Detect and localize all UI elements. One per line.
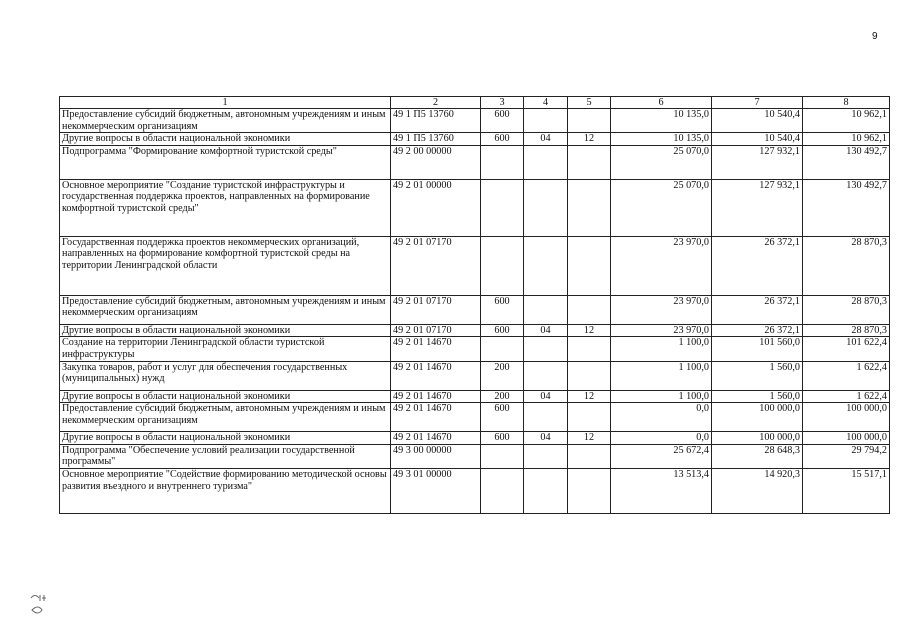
- row-type-cell: 600: [481, 133, 524, 146]
- row-value-cell: 130 492,7: [803, 179, 890, 236]
- row-subsection-cell: 12: [568, 432, 611, 445]
- row-value-cell: 1 560,0: [712, 361, 803, 390]
- row-value-cell: 26 372,1: [712, 295, 803, 324]
- table-row: [60, 145, 890, 179]
- row-value-cell: 10 135,0: [611, 133, 712, 146]
- row-section-cell: [524, 295, 568, 324]
- row-section-cell: 04: [524, 390, 568, 403]
- table-row: [60, 337, 890, 361]
- row-code-cell: 49 2 01 14670: [391, 337, 481, 361]
- row-name-cell: Государственная поддержка проектов некоммерческих организаций, направленных на формирование комфортной туристской среды на территории Ленинградской области: [60, 236, 391, 295]
- row-value-cell: 25 070,0: [611, 145, 712, 179]
- row-type-cell: 600: [481, 432, 524, 445]
- row-section-cell: [524, 444, 568, 468]
- row-code-cell: 49 2 01 07170: [391, 236, 481, 295]
- table-row: [60, 468, 890, 513]
- row-value-cell: 23 970,0: [611, 236, 712, 295]
- row-name-cell: Основное мероприятие "Содействие формированию методической основы развития въездного и внутреннего туризма": [60, 468, 391, 513]
- row-subsection-cell: [568, 295, 611, 324]
- row-type-cell: 600: [481, 295, 524, 324]
- table-row: [60, 179, 890, 236]
- row-name-cell: Подпрограмма "Обеспечение условий реализации государственной программы": [60, 444, 391, 468]
- row-type-cell: 200: [481, 390, 524, 403]
- column-header: 8: [803, 97, 890, 109]
- row-value-cell: 1 622,4: [803, 390, 890, 403]
- row-type-cell: 200: [481, 361, 524, 390]
- row-subsection-cell: [568, 236, 611, 295]
- row-section-cell: 04: [524, 133, 568, 146]
- row-subsection-cell: [568, 361, 611, 390]
- row-value-cell: 100 000,0: [712, 403, 803, 432]
- row-value-cell: 127 932,1: [712, 145, 803, 179]
- row-value-cell: 15 517,1: [803, 468, 890, 513]
- row-value-cell: 127 932,1: [712, 179, 803, 236]
- row-section-cell: [524, 236, 568, 295]
- column-header: 2: [391, 97, 481, 109]
- row-value-cell: 1 622,4: [803, 361, 890, 390]
- row-name-cell: Другие вопросы в области национальной экономики: [60, 390, 391, 403]
- budget-table: [59, 96, 890, 514]
- table-row: [60, 295, 890, 324]
- row-value-cell: 100 000,0: [803, 403, 890, 432]
- row-section-cell: [524, 109, 568, 133]
- column-header: 3: [481, 97, 524, 109]
- row-subsection-cell: 12: [568, 133, 611, 146]
- column-header: 7: [712, 97, 803, 109]
- row-type-cell: [481, 468, 524, 513]
- row-code-cell: 49 1 П5 13760: [391, 109, 481, 133]
- row-code-cell: 49 3 00 00000: [391, 444, 481, 468]
- table-row: [60, 432, 890, 445]
- row-value-cell: 28 648,3: [712, 444, 803, 468]
- row-type-cell: [481, 236, 524, 295]
- table-row: [60, 236, 890, 295]
- row-name-cell: Другие вопросы в области национальной экономики: [60, 133, 391, 146]
- row-value-cell: 0,0: [611, 403, 712, 432]
- row-value-cell: 14 920,3: [712, 468, 803, 513]
- row-value-cell: 25 672,4: [611, 444, 712, 468]
- table-body: [60, 109, 890, 514]
- row-section-cell: [524, 361, 568, 390]
- row-name-cell: Предоставление субсидий бюджетным, автономным учреждениям и иным некоммерческим организациям: [60, 109, 391, 133]
- row-value-cell: 1 100,0: [611, 337, 712, 361]
- row-name-cell: Подпрограмма "Формирование комфортной туристской среды": [60, 145, 391, 179]
- row-code-cell: 49 2 01 07170: [391, 295, 481, 324]
- row-code-cell: 49 2 01 07170: [391, 324, 481, 337]
- row-type-cell: 600: [481, 324, 524, 337]
- row-value-cell: 10 540,4: [712, 133, 803, 146]
- row-value-cell: 26 372,1: [712, 324, 803, 337]
- row-code-cell: 49 2 01 14670: [391, 403, 481, 432]
- row-section-cell: [524, 337, 568, 361]
- row-value-cell: 28 870,3: [803, 295, 890, 324]
- row-value-cell: 130 492,7: [803, 145, 890, 179]
- page-number: 9: [872, 31, 878, 42]
- row-value-cell: 23 970,0: [611, 324, 712, 337]
- row-name-cell: Другие вопросы в области национальной экономики: [60, 324, 391, 337]
- row-code-cell: 49 2 01 00000: [391, 179, 481, 236]
- column-header: 5: [568, 97, 611, 109]
- row-section-cell: [524, 403, 568, 432]
- row-subsection-cell: 12: [568, 324, 611, 337]
- row-value-cell: 1 100,0: [611, 361, 712, 390]
- row-value-cell: 13 513,4: [611, 468, 712, 513]
- row-subsection-cell: [568, 403, 611, 432]
- row-name-cell: Предоставление субсидий бюджетным, автономным учреждениям и иным некоммерческим организациям: [60, 403, 391, 432]
- table-row: [60, 133, 890, 146]
- row-subsection-cell: [568, 109, 611, 133]
- row-subsection-cell: [568, 337, 611, 361]
- table-header-row: [60, 97, 890, 109]
- row-value-cell: 10 540,4: [712, 109, 803, 133]
- row-name-cell: Закупка товаров, работ и услуг для обеспечения государственных (муниципальных) нужд: [60, 361, 391, 390]
- table-row: [60, 109, 890, 133]
- table-row: [60, 390, 890, 403]
- row-type-cell: [481, 444, 524, 468]
- row-name-cell: Основное мероприятие "Создание туристской инфраструктуры и государственная поддержка проектов, направленных на формирование комфортной туристской среды": [60, 179, 391, 236]
- row-section-cell: 04: [524, 324, 568, 337]
- table-row: [60, 444, 890, 468]
- row-type-cell: [481, 145, 524, 179]
- row-subsection-cell: [568, 444, 611, 468]
- row-value-cell: 28 870,3: [803, 236, 890, 295]
- row-type-cell: 600: [481, 109, 524, 133]
- row-section-cell: [524, 145, 568, 179]
- row-type-cell: [481, 337, 524, 361]
- row-section-cell: [524, 468, 568, 513]
- row-value-cell: 101 622,4: [803, 337, 890, 361]
- row-value-cell: 1 560,0: [712, 390, 803, 403]
- margin-scribble-icon: [28, 592, 50, 622]
- row-value-cell: 10 962,1: [803, 133, 890, 146]
- row-section-cell: [524, 179, 568, 236]
- row-value-cell: 26 372,1: [712, 236, 803, 295]
- column-header: 4: [524, 97, 568, 109]
- column-header: 6: [611, 97, 712, 109]
- row-subsection-cell: 12: [568, 390, 611, 403]
- row-value-cell: 100 000,0: [803, 432, 890, 445]
- row-value-cell: 29 794,2: [803, 444, 890, 468]
- column-header: 1: [60, 97, 391, 109]
- row-code-cell: 49 2 01 14670: [391, 361, 481, 390]
- row-type-cell: 600: [481, 403, 524, 432]
- row-value-cell: 23 970,0: [611, 295, 712, 324]
- row-code-cell: 49 3 01 00000: [391, 468, 481, 513]
- row-code-cell: 49 1 П5 13760: [391, 133, 481, 146]
- row-value-cell: 10 135,0: [611, 109, 712, 133]
- row-value-cell: 10 962,1: [803, 109, 890, 133]
- row-subsection-cell: [568, 145, 611, 179]
- row-value-cell: 25 070,0: [611, 179, 712, 236]
- row-name-cell: Предоставление субсидий бюджетным, автономным учреждениям и иным некоммерческим организациям: [60, 295, 391, 324]
- row-value-cell: 0,0: [611, 432, 712, 445]
- row-subsection-cell: [568, 468, 611, 513]
- row-name-cell: Другие вопросы в области национальной экономики: [60, 432, 391, 445]
- row-code-cell: 49 2 01 14670: [391, 432, 481, 445]
- row-code-cell: 49 2 01 14670: [391, 390, 481, 403]
- table-row: [60, 361, 890, 390]
- row-section-cell: 04: [524, 432, 568, 445]
- row-value-cell: 1 100,0: [611, 390, 712, 403]
- row-value-cell: 28 870,3: [803, 324, 890, 337]
- row-type-cell: [481, 179, 524, 236]
- table-row: [60, 324, 890, 337]
- row-name-cell: Создание на территории Ленинградской области туристской инфраструктуры: [60, 337, 391, 361]
- row-code-cell: 49 2 00 00000: [391, 145, 481, 179]
- row-value-cell: 100 000,0: [712, 432, 803, 445]
- row-value-cell: 101 560,0: [712, 337, 803, 361]
- table-row: [60, 403, 890, 432]
- row-subsection-cell: [568, 179, 611, 236]
